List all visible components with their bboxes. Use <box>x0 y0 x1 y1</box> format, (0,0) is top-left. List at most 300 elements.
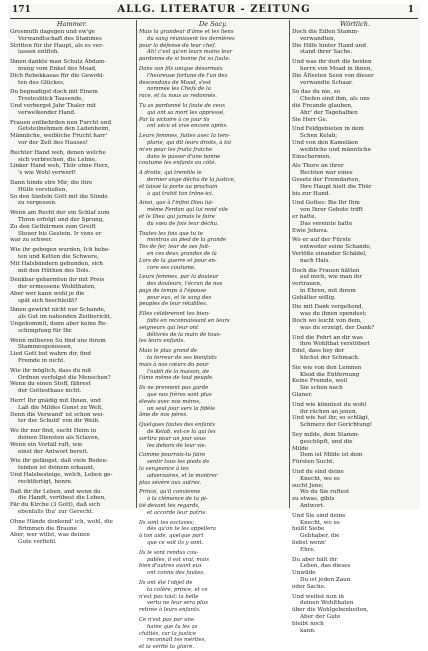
verse-line: tenden ist deinem erkaunt, <box>18 465 95 472</box>
stanza <box>139 274 287 308</box>
stanza <box>292 200 418 234</box>
verse-line: Schmerz der Gerichtung! <box>300 422 373 429</box>
verse-line: Ils ne prennent pas garde <box>139 385 209 392</box>
verse-line: dans le passer d'une bonne <box>147 153 221 160</box>
verse-line: Lied Gott bot wahrn dir, find <box>10 351 91 358</box>
stanza <box>10 120 134 147</box>
verse-line: vor der Zeit des Hauses! <box>18 139 88 146</box>
verse-line: Frauen entbehrden nun Furcht und <box>10 119 112 126</box>
verse-line: Wie ihr möglich, dass du mit <box>10 367 92 374</box>
verse-line: plus sévère aux autres. <box>139 479 202 486</box>
verse-line: So das du nie, so <box>292 89 341 96</box>
stanza <box>10 519 134 546</box>
verse-line: Getsteilnehmen den Ladenheim, <box>18 126 111 133</box>
verse-line: Dich Rebekkaeas für die Gewohl- <box>10 72 105 79</box>
verse-line: Und Feldgebieten in dem <box>292 126 364 133</box>
verse-line: l'oubli de la maison, de <box>147 368 210 375</box>
verse-line: adversaires, et te montrer <box>147 472 218 479</box>
verse-line: Ewie Jehova. <box>292 227 329 234</box>
verse-line: Tu as pardonné la faute de ceux <box>139 102 226 109</box>
stanza <box>139 200 287 227</box>
verse-line: stand ihrer Sache. <box>300 49 353 56</box>
verse-line: nach Hals. <box>300 257 331 264</box>
stanza <box>139 103 287 130</box>
verse-line: Und was ihr dort die beiden <box>292 59 372 66</box>
verse-line: ta colère, prince, et ce <box>147 586 208 593</box>
verse-line: A droite, qui tremble le <box>139 170 202 177</box>
verse-line: reconnaît tes mérites, <box>147 637 207 644</box>
verse-line: core ses coutume. <box>147 264 196 271</box>
stanza <box>139 29 287 63</box>
verse-line: Sey milde, dem Stamm- <box>292 432 360 439</box>
column-body <box>139 29 287 651</box>
header-rule <box>10 18 418 19</box>
column-title: Wörtlich. <box>340 20 370 28</box>
verse-line: sich verbrechen, die Lehne, <box>18 156 97 163</box>
verse-line: Gute verfiehl. <box>18 539 57 546</box>
verse-line: Trostesblick Tausende, <box>18 96 84 103</box>
column-body <box>10 29 134 546</box>
verse-line: Wie ihr gefängst, daß viele Bedeu- <box>10 458 108 465</box>
verse-line: oder Sache. <box>292 583 326 590</box>
verse-line: Das vereinte hatte <box>300 220 353 227</box>
verse-line: Fürsten Sucht. <box>292 459 335 466</box>
verse-line: Sie schen nach <box>300 385 343 392</box>
column-body <box>292 29 418 634</box>
stanza <box>10 89 134 116</box>
verse-line: plarie, qui dit leurs droits, à toi <box>147 139 232 146</box>
stanza <box>139 311 287 345</box>
verse-line: Comme pourrais-tu faire <box>139 452 206 459</box>
verse-line: pardonne de si bonne foi sa faute. <box>139 56 231 63</box>
verse-line: Wo er auf der Fürste <box>292 237 351 244</box>
verse-line: Gesetz der Fremdarten, <box>292 176 360 183</box>
stanza <box>139 385 287 419</box>
verse-line: Stritten für ihr Haupt, als es ver- <box>10 42 104 49</box>
verse-line: châtiés, car la justice <box>139 630 197 637</box>
verse-line: Ainsi, que à l'infini Dieu lui- <box>139 200 214 207</box>
verse-line: nommée les Chefs de la <box>147 86 211 93</box>
verse-line: heißt Siebe <box>292 526 325 533</box>
verse-line: Verwandtschaft des Stammes <box>18 35 102 42</box>
verse-line: Wo du Sie ruftest <box>300 489 350 496</box>
verse-line: die Handt, verübest die Leben, <box>18 495 106 502</box>
verse-line: war zu schwer. <box>10 237 53 244</box>
verse-line: Einschermen. <box>292 153 332 160</box>
verse-line: mit den Hüthen des Dols. <box>18 267 91 274</box>
verse-line: ebenfalls thu' zur Gerecht. <box>18 509 94 515</box>
verse-line: Aber wer kann wohl je die <box>10 290 85 297</box>
verse-line: Wenn du einen Stoff, fährest <box>10 381 91 388</box>
column-woertlich <box>292 20 418 634</box>
verse-line: et accorde leur patrie. <box>147 509 208 516</box>
verse-line: Edel, dass hey der <box>292 348 345 355</box>
verse-line: même Ferdan qui lui rend vile <box>147 207 229 214</box>
verse-line: Steuer bis Gestein. Ir vens er <box>18 230 102 237</box>
stanza <box>10 428 134 455</box>
verse-line: mung vom Enkel des Moad, <box>18 65 97 72</box>
verse-line: Glaner. <box>292 392 313 399</box>
verse-line: Ihnen gewirkt nicht nur Schande, <box>10 307 106 314</box>
verse-line: als Gut im nahenden Zeitbericht, <box>18 314 112 321</box>
verse-line: deinen Diensten als Sclaven, <box>18 435 100 442</box>
verse-line: Und weihst nun in <box>292 593 345 600</box>
stanza <box>292 237 418 264</box>
verse-line: coutume les enfants au côté. <box>139 160 217 167</box>
verse-line: pour eux, et le sang des <box>147 294 212 301</box>
verse-line: was du erzeigt, der Dank? <box>300 324 375 331</box>
newspaper-page <box>8 4 420 651</box>
verse-line: Und du sind deine <box>292 469 344 476</box>
verse-line: retirée à leurs enfants. <box>139 607 201 614</box>
verse-line: zu etwas, gibts <box>292 496 335 503</box>
stanza <box>292 163 418 197</box>
stanza <box>139 422 287 449</box>
verse-line: Rechter Hand weh, denen welche <box>10 149 106 156</box>
verse-line: que ce soit ils y sont. <box>147 539 204 546</box>
verse-line: en ces deux grandes de la <box>147 250 217 257</box>
verse-line: qui ont sa mort les oppressé, <box>147 109 225 116</box>
stanza <box>292 557 418 591</box>
verse-line: Und wie hat ihr, so schlägt, <box>292 415 370 422</box>
verse-line: ont vécu et vive encore après. <box>147 123 228 130</box>
verse-line: er hatte, <box>292 213 317 220</box>
stanza <box>139 489 287 516</box>
verse-line: Dans son fils unique désormais <box>139 65 223 72</box>
page-number-left: 171 <box>12 5 31 15</box>
verse-line: Grosmuth dagegen und ew'ge <box>10 29 96 35</box>
verse-line: Wenn mitberen Su find uns ihrem <box>10 337 106 344</box>
column-title: De Sacy. <box>199 20 227 28</box>
verse-line: Mais la grandeur d'âme et les liens <box>139 29 234 35</box>
verse-line: deinen Wohlthaten <box>300 600 354 607</box>
stanza <box>292 513 418 554</box>
page-header <box>8 4 420 18</box>
verse-line: höchst der Schmach. <box>300 355 360 362</box>
verse-line: haine que tu les as <box>147 623 198 630</box>
verse-line: Die mit Dank vergeltend, <box>292 304 364 311</box>
stanza <box>139 452 287 486</box>
verse-line: de Kelab, est-ce la qui les <box>147 429 216 436</box>
verse-line: Dem ist Milde ist dem <box>300 452 363 459</box>
verse-line: von Ihrer Gebote trifft <box>300 207 364 214</box>
verse-line: Unwilde <box>292 570 316 577</box>
verse-line: Rechten war eines <box>300 170 353 177</box>
verse-line: Dann hinde stre Mir, die ihre <box>10 179 93 186</box>
verse-line: ten des Glückes, <box>18 79 65 86</box>
verse-line: geschöpft, und die <box>300 438 353 445</box>
verse-line: Ils ont été l'objet de <box>139 579 193 586</box>
stanza <box>10 307 134 334</box>
verse-line: Zu den Gethürmen zum Greift <box>10 223 96 230</box>
stanza <box>292 432 418 466</box>
verse-line: l'heureuse fortune de l'un des <box>147 72 228 79</box>
column-de-sacy <box>139 20 287 651</box>
verse-line: Leurs femmes, par la douleur <box>139 274 219 281</box>
verse-line: schimpfung für Ihr. <box>18 327 73 334</box>
verse-line: die Freunde glauben, <box>292 102 353 109</box>
verse-line: verwandte Schaar. <box>300 79 353 86</box>
stanza <box>139 133 287 167</box>
verse-line: verwandten, <box>300 35 336 42</box>
verse-line: sortira pour un jour sous <box>139 435 206 442</box>
verse-line: Stammesgenossen, <box>18 344 73 351</box>
verse-line: Herr! Ihr gnädig mit Ihnen, und <box>10 398 101 405</box>
column-divider <box>136 20 137 508</box>
verse-line: pables, il est vrai; mais <box>147 556 210 563</box>
stanza <box>292 402 418 429</box>
verse-line: Sie Herr Ge. <box>292 116 328 123</box>
verse-line: bien d'autres avant eux <box>139 563 202 570</box>
stanza <box>292 126 418 160</box>
verse-line: Milde <box>292 445 309 452</box>
verse-line: du sang réunissent les dernières <box>147 35 235 42</box>
verse-line: Quelques fautes des enfants <box>139 422 215 429</box>
verse-line: tié devant tes regards, <box>139 503 200 509</box>
verse-line: Wie ihr gebogen wurden, Ich hebe- <box>10 247 111 254</box>
stanza <box>292 304 418 331</box>
verse-line: Kleid die Entfernung <box>300 371 360 378</box>
verse-line: Daß ihr ihr Leben, and wenn du <box>10 488 101 495</box>
verse-line: sucht Jene; <box>292 482 324 489</box>
verse-line: n'est pas tout; la belle <box>139 593 199 600</box>
verse-line: Ah! c'est qu'en leurs mains leur <box>147 49 233 56</box>
verse-line: Leurs femmes, fuites avec la tem- <box>139 133 230 140</box>
verse-line: bleibt noch <box>292 620 324 627</box>
verse-line: Knecht, wo es <box>300 519 340 526</box>
verse-line: l'âme même de tout peuple. <box>139 375 214 382</box>
verse-line: in Ehren, mit ihrem <box>300 287 356 294</box>
verse-line: délivrés de la main de tous- <box>147 331 222 338</box>
verse-line: Du aber hält ihr <box>292 556 338 563</box>
stanza <box>292 469 418 510</box>
stanza <box>139 520 287 547</box>
verse-line: Mit Halsbändern gebunden, sich <box>10 260 104 267</box>
stanza <box>10 150 134 177</box>
verse-line: Wenn am Recht der ein Schlaf zum <box>10 210 110 217</box>
verse-line: bis zur Hand. <box>292 190 331 197</box>
verse-line: spät sich beschleißt? <box>18 297 78 304</box>
verse-line: un seul jour vers la fidèle <box>147 405 216 412</box>
verse-line: descendans de Moad, s'est <box>139 79 212 86</box>
verse-line: Und die Fehrt an dir was <box>292 334 363 341</box>
verse-line: Prince, qu'il convienne <box>139 489 201 496</box>
verse-line: élevés avec nos mères, <box>139 398 201 405</box>
verse-line: Toutes les fois que tu te <box>139 230 203 237</box>
verse-line: Denkbar gebarmten ihr mit Preis <box>10 277 105 284</box>
verse-line: Fremde in nicht. <box>18 358 66 365</box>
verse-line: So den Siedeln Gott mit die Sünde <box>10 193 108 200</box>
verse-line: ten und Ketten die Schwere, <box>18 253 99 260</box>
verse-line: Ce n'est pas par une <box>139 616 195 623</box>
verse-line: Ahr' der Tagehalben <box>300 109 358 116</box>
stanza <box>10 368 134 395</box>
verse-line: m'en pour les fruits fraiche <box>139 146 213 153</box>
verse-line: Tes de fer, leur de ses fait- <box>139 244 210 251</box>
verse-line: Ungekommlt, dann aber keine Re- <box>10 321 108 328</box>
verse-line: dès qu'on te les appellera <box>147 526 216 533</box>
stanza <box>292 594 418 635</box>
verse-line: was du ihnen spendest; <box>300 311 367 318</box>
verse-line: liebst wenn' <box>292 539 327 546</box>
verse-line: Brimmen die Braune <box>18 525 77 532</box>
verse-line: Wo ihr nur find, sucht Heim in <box>10 428 97 435</box>
verse-line: les leurs enfants. <box>139 338 186 345</box>
verse-line: auf mich, wie man ihr <box>300 274 362 281</box>
stanza <box>292 365 418 399</box>
verse-line: Als Thore an ihrer <box>292 163 344 170</box>
stanza <box>10 277 134 304</box>
verse-line: Ehre. <box>300 546 316 553</box>
verse-line: Hülfe verstießen, <box>18 186 68 193</box>
verse-line: Du begnadigst doch mit Einem <box>10 89 98 96</box>
verse-line: mais à nos cœurs du pour <box>139 361 209 368</box>
verse-line: der Gottesthaus nicht. <box>18 388 82 395</box>
verse-line: à ton aide, quelque part <box>139 533 204 540</box>
verse-line: Ordnen verfolgst die Menschen? <box>18 374 111 381</box>
stanza <box>10 247 134 274</box>
verse-line: lassen entfloh. <box>18 49 60 56</box>
verse-line: Gebhaber, die <box>300 533 340 540</box>
verse-line: Aber der Gute <box>300 613 341 620</box>
verse-line: verwelkender Hand. <box>18 109 76 116</box>
verse-line: Keine Fremde, weil <box>292 378 348 385</box>
verse-line: que nos frères sont plus <box>147 392 212 399</box>
stanza <box>292 89 418 123</box>
verse-line: Wenn ein Vorfall ruft, wie <box>10 441 83 448</box>
stanza <box>10 180 134 207</box>
verse-line: zu vergessen. <box>18 200 57 207</box>
stanza <box>139 617 287 651</box>
verse-line: der ermessene Wohlthaten, <box>18 284 96 291</box>
verse-line: la vengeance à tes <box>139 466 189 473</box>
verse-line: Männliche, weibliche Frucht harr' <box>10 133 108 140</box>
verse-line: Elles célébreront tes bien- <box>139 311 210 318</box>
stanza <box>10 59 134 86</box>
verse-line: Mais le plus grand de <box>139 348 198 355</box>
verse-line: Laß die Mildes Gunst zu Welt, <box>18 404 104 411</box>
verse-line: ihre Wohlthat verstöbert <box>300 341 370 348</box>
stanza <box>10 210 134 244</box>
verse-line: Ihnen dankte man Schutz Abdam- <box>10 59 107 66</box>
stanza <box>10 489 134 516</box>
verse-line: âme de nos pères. <box>139 412 188 419</box>
verse-line: et laissé la porte au prochain <box>139 183 218 190</box>
verse-line: Ihre Haupt hielt die Thür <box>300 183 372 190</box>
verse-line: Die Ältesten Seen von dieser <box>292 72 374 79</box>
verse-line: Du ist jeden Zaun <box>300 576 351 583</box>
verse-line: Thron erfolgt und der Sprung, <box>18 216 105 223</box>
stanza <box>139 580 287 614</box>
verse-line: dernier ange déchu de la justice, <box>147 176 236 183</box>
verse-line: peuples de leur rétablies. <box>139 301 208 308</box>
verse-line: Schen Kelab; <box>300 133 338 140</box>
verse-line: faits en reconnaissant en leurs <box>147 318 230 325</box>
verse-line: Antwort. <box>300 503 325 509</box>
verse-line: Chefen sind ihm, als uns <box>300 96 370 103</box>
verse-line: pays de temps à l'épouse <box>139 287 207 294</box>
verse-line: Gehälter willig. <box>292 294 336 301</box>
verse-line: des douleurs, l'écran de nos <box>147 281 223 288</box>
stanza <box>292 335 418 362</box>
verse-line: ta terreur de ses bienfaits <box>147 355 217 362</box>
stanza <box>292 268 418 302</box>
verse-line: Doch die Frauen hätten <box>292 267 360 274</box>
verse-line: kann. <box>300 627 316 634</box>
verse-line: ter der Schuld' von dir Weib. <box>18 418 100 425</box>
verse-line: les dehors de leur vie. <box>147 442 207 449</box>
stanza <box>292 59 418 86</box>
verse-line: Par la victoire à ce jour ils <box>139 116 210 123</box>
verse-line: Und Sie sind deine <box>292 512 346 519</box>
verse-line: Linker Hand weh, Thür ohne Herz, <box>10 163 110 170</box>
verse-line: Verlöße einander Schädel, <box>292 250 367 257</box>
verse-line: 's wie Wohl verwerf! <box>18 170 76 177</box>
verse-line: Und Gottes: Bis Ihr Ihm <box>292 200 360 207</box>
stanza <box>139 348 287 382</box>
verse-line: Die Hilfe hinter Hand und <box>292 42 366 49</box>
stanza <box>10 458 134 485</box>
column-hammer <box>10 20 134 546</box>
verse-line: über die Wohlgebenheiten, <box>292 607 369 614</box>
verse-line: Leben, das dieses <box>300 563 351 570</box>
verse-line: Und wie könntest du wohl <box>292 401 367 408</box>
verse-line: pour la défense de leur chef. <box>139 42 216 49</box>
verse-line: Und verbergst Jahr Thaler mit <box>10 102 97 109</box>
verse-line: Denn die Verwand' ist schon wei- <box>10 411 105 418</box>
verse-line: et le Dieu qui jamais le faire <box>139 213 215 220</box>
verse-line: sentir tous les pieds de <box>147 459 210 466</box>
verse-line: vertrauen, <box>292 281 322 288</box>
verse-line: Aber, wer willst, was deinen <box>10 532 90 539</box>
stanza <box>139 170 287 197</box>
verse-line: ihr rächen an jenen, <box>300 408 358 415</box>
stanza <box>292 29 418 56</box>
stanza <box>139 66 287 100</box>
verse-line: Knecht, wo es <box>300 475 340 482</box>
verse-line: et la vérité ta gloire. <box>139 644 195 651</box>
verse-line: Lors de la guerre et pour en- <box>139 257 217 264</box>
stanza <box>10 338 134 365</box>
verse-line: Ils sont tes esclaves; <box>139 519 195 526</box>
stanza <box>10 398 134 425</box>
verse-line: montras au pied de la grande <box>147 237 227 244</box>
verse-line: entweder seine Schande, <box>300 244 372 251</box>
verse-line: Sie wie von den Lemnen <box>292 364 362 371</box>
stanza <box>139 231 287 272</box>
verse-line: rechtfertigt, henre. <box>18 478 73 485</box>
verse-line: Doch die Edlen Stamm- <box>292 29 359 35</box>
stanza <box>10 29 134 56</box>
stanza <box>139 550 287 577</box>
column-divider <box>289 20 290 508</box>
verse-line: Ils le sont rendus cou- <box>139 549 199 556</box>
verse-line: Doch wo leicht von dem, <box>292 318 362 325</box>
verse-line: herrn von Moad in ihnen, <box>300 65 373 72</box>
verse-line: weibliche und männliche <box>300 146 371 153</box>
verse-line: ont connu des fautes. <box>147 570 205 577</box>
verse-line: Und von den Kameläen <box>292 139 359 146</box>
verse-line: Fär du Kirche (3 Gott), daß sich <box>10 502 101 509</box>
verse-line: Und Halsbesteige, welch, Leben ge- <box>10 472 113 479</box>
page-number-right: 1 <box>407 5 414 15</box>
verse-line: à la clémence de ta pi- <box>147 496 208 503</box>
journal-title: ALLG. LITERATUR - ZEITUNG <box>117 4 311 15</box>
verse-line: à qui trahit ton trône-ici. <box>147 190 214 197</box>
verse-line: Ohne Hände denkend' ich, wohl, die <box>10 518 113 525</box>
verse-line: vertu ne leur sera plus <box>147 600 209 607</box>
verse-line: race, et tu nous as redonnés. <box>139 93 217 100</box>
